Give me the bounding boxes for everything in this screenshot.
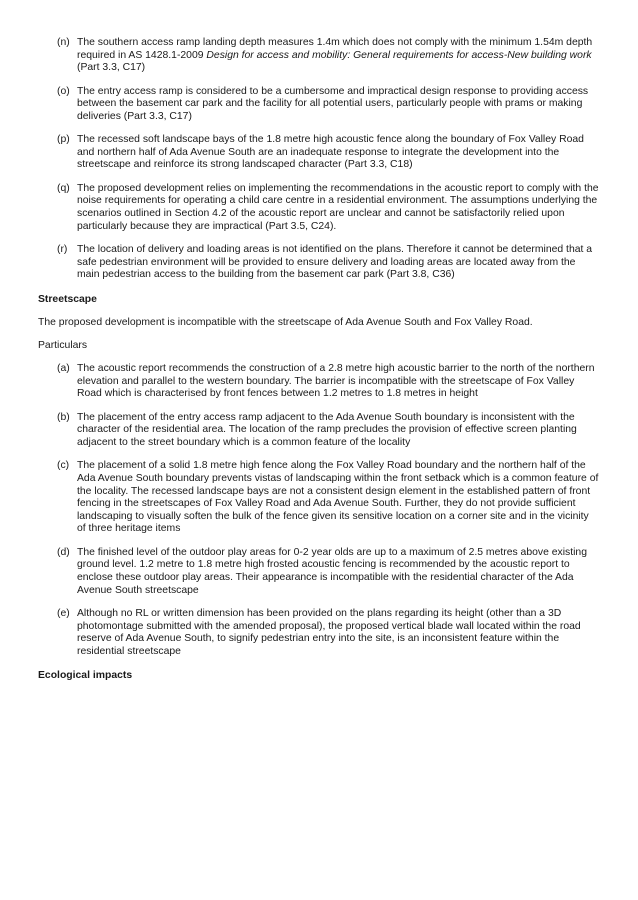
item-marker: (o) (57, 85, 70, 97)
particulars-label: Particulars (38, 340, 88, 352)
item-text: Although no RL or written dimension has been provided on the plans regarding its height (other than a 3D photomontage submitted with the amended proposal), the proposed vertical blade wall located within the road reserve of Ada Avenue South, to signify pedestrian entry into the site, is an inconsistent feature within the residential streetscape (77, 607, 581, 657)
item-text-part: (Part 3.3, C17) (77, 62, 146, 74)
list-item-q (38, 183, 600, 233)
item-text: The recessed soft landscape bays of the 1.8 metre high acoustic fence along the boundary of Fox Valley Road and northern half of Ada Avenue South are an inadequate response to integrate the development into the streetscape and reinforce its strong landscaped character (Part 3.3, C18) (77, 134, 584, 171)
list-item-d (38, 547, 600, 597)
list-item-r (38, 244, 600, 282)
item-marker: (n) (57, 37, 70, 48)
list-item-n (38, 37, 600, 75)
item-text-part: The southern access ramp landing depth measures 1.4m which does not comply with the minimum 1.54m depth required in AS 1428.1-2009 (77, 37, 593, 61)
item-marker: (a) (57, 363, 70, 375)
list-item-a (38, 363, 600, 401)
item-marker: (e) (57, 607, 70, 619)
list-item-c (38, 460, 600, 536)
item-marker: (p) (57, 134, 70, 146)
item-text: The acoustic report recommends the construction of a 2.8 metre high acoustic barrier to the north of the northern elevation and parallel to the western boundary. The barrier is incompatible with the streetscape of Fox Valley Road which is characterised by front fences between 1.2 metres to 1.8 metres in height (77, 363, 595, 400)
item-text (77, 37, 600, 75)
item-marker: (b) (57, 411, 70, 423)
item-text: The entry access ramp is considered to be a cumbersome and impractical design response to providing access between the basement car park and the facility for all potential users, particularly people with prams or making deliveries (Part 3.3, C17) (77, 85, 589, 122)
item-text: The finished level of the outdoor play areas for 0-2 year olds are up to a maximum of 2.5 metres above existing ground level. 1.2 metre to 1.8 metre high frosted acoustic fencing is recommended by the acoustic report to enclose these outdoor play areas. Their appearance is incompatible with the residential character of the Ada Avenue South streetscape (77, 546, 587, 596)
item-text: The location of delivery and loading areas is not identified on the plans. Therefore it cannot be determined that a safe pedestrian environment will be provided to ensure delivery and loading areas are located away from the main pedestrian access to the building from the basement car park (Part 3.8, C36) (77, 243, 593, 281)
item-text: The placement of a solid 1.8 metre high fence along the Fox Valley Road boundary and the northern half of the Ada Avenue South boundary prevents vistas of landscaping within the front setback which is a common feature of the locality. The recessed landscape bays are not a consistent design element in the established pattern of front fencing in the streetscapes of Fox Valley Road and Ada Avenue South. Further, they do not provide sufficient landscaping to visually soften the bulk of the fence given its sensitive location on a corner site and in the vicinity of three heritage items (77, 460, 599, 535)
item-marker: (c) (57, 460, 70, 472)
item-marker: (q) (57, 182, 70, 194)
list-item-b (38, 412, 600, 450)
standard-title: Design for access and mobility: General requirements for access-New building work (206, 49, 592, 61)
list-item-o (38, 86, 600, 124)
item-marker: (r) (57, 243, 68, 255)
item-text: The placement of the entry access ramp adjacent to the Ada Avenue South boundary is inconsistent with the character of the residential area. The location of the ramp precludes the provision of effective screen planting adjacent to the street boundary which is a common feature of the locality (77, 411, 577, 449)
document-page (38, 37, 600, 694)
streetscape-intro: The proposed development is incompatible with the streetscape of Ada Avenue South and Fox Valley Road. (38, 316, 533, 328)
list-item-e (38, 608, 600, 658)
list-item-p (38, 134, 600, 172)
section-heading-ecological: Ecological impacts (38, 670, 133, 682)
section-heading-streetscape: Streetscape (38, 293, 97, 305)
item-text: The proposed development relies on implementing the recommendations in the acoustic report to comply with the noise requirements for operating a child care centre in a residential environment. The assumptions underlying the scenarios outlined in Section 4.2 of the acoustic report are unclear and cannot be satisfactorily relied upon particularly because they are impractical (Part 3.5, C24). (77, 182, 599, 232)
item-marker: (d) (57, 546, 70, 558)
